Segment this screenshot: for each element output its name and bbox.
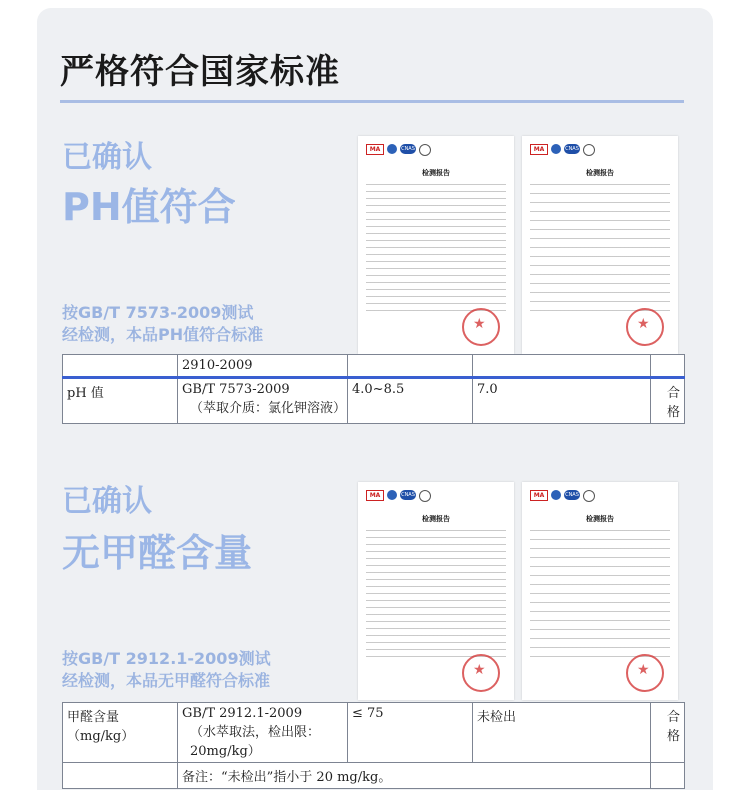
report-content-lines: [366, 530, 506, 660]
standard-code: GB/T 7573-2009: [182, 382, 290, 397]
requirement-cell: ≤ 75: [348, 703, 473, 763]
result-cell: 未检出: [473, 703, 651, 763]
ph-result-table: [62, 354, 685, 424]
title-underline: [60, 100, 684, 103]
formaldehyde-result-table: [62, 702, 685, 789]
report-content-lines: [366, 184, 506, 314]
note-cell: 备注：“未检出”指小于 20 mg/kg。: [178, 763, 651, 789]
cnas-logo: CNAS: [565, 492, 579, 498]
accreditation-icon: [583, 144, 595, 156]
ma-logo: MA: [366, 490, 384, 501]
table-row-formaldehyde: [63, 703, 685, 763]
formaldehyde-description-line2: 经检测，本品无甲醛符合标准: [62, 671, 271, 690]
formaldehyde-heading-main: 无甲醛含量: [62, 531, 253, 575]
report-content-lines: [530, 530, 670, 660]
ma-logo: MA: [366, 144, 384, 155]
requirement-cell: 4.0~8.5: [348, 378, 473, 424]
cnas-logo: CNAS: [401, 146, 415, 152]
red-seal-stamp: [462, 308, 500, 346]
ph-heading-main: PH值符合: [62, 185, 236, 229]
ilac-mark-icon: [551, 144, 561, 154]
ph-description-line2: 经检测，本品PH值符合标准: [62, 325, 264, 344]
ilac-mark-icon: [551, 490, 561, 500]
cnas-logo: CNAS: [565, 146, 579, 152]
report-title: 检测报告: [586, 169, 614, 177]
test-report-image: [358, 136, 514, 354]
report-logos: [530, 144, 595, 156]
ph-description-line1: 按GB/T 7573-2009测试: [62, 303, 254, 322]
red-seal-stamp: [626, 654, 664, 692]
accreditation-icon: [419, 490, 431, 502]
standard-note: （水萃取法，检出限：20mg/kg）: [190, 725, 321, 759]
item-cell: pH 值: [63, 378, 178, 424]
formaldehyde-description: [62, 648, 271, 692]
ilac-mark-icon: [387, 490, 397, 500]
verdict-cell: 合格: [651, 378, 685, 424]
accreditation-icon: [419, 144, 431, 156]
report-title: 检测报告: [422, 515, 450, 523]
test-report-image: [522, 482, 678, 700]
report-logos: [366, 490, 431, 502]
standard-cell: [178, 378, 348, 424]
standard-note: （萃取介质：氯化钾溶液）: [190, 401, 347, 416]
verdict-cell: 合格: [651, 703, 685, 763]
cnas-logo: CNAS: [401, 492, 415, 498]
report-title: 检测报告: [586, 515, 614, 523]
test-report-image: [522, 136, 678, 354]
formaldehyde-heading-confirmed: 已确认: [62, 484, 152, 519]
ph-heading-confirmed: 已确认: [62, 140, 152, 175]
ph-description: [62, 302, 263, 346]
table-row-ph: [63, 378, 685, 424]
table-row-note: [63, 763, 685, 789]
ma-logo: MA: [530, 490, 548, 501]
red-seal-stamp: [626, 308, 664, 346]
formaldehyde-description-line1: 按GB/T 2912.1-2009测试: [62, 649, 271, 668]
report-content-lines: [530, 184, 670, 314]
result-cell: 7.0: [473, 378, 651, 424]
ilac-mark-icon: [387, 144, 397, 154]
page-title: 严格符合国家标准: [60, 52, 340, 92]
ma-logo: MA: [530, 144, 548, 155]
previous-standard-cell: 2910-2009: [178, 355, 348, 378]
report-logos: [366, 144, 431, 156]
table-row-previous: [63, 355, 685, 378]
report-title: 检测报告: [422, 169, 450, 177]
report-logos: [530, 490, 595, 502]
item-cell: 甲醛含量（mg/kg）: [63, 703, 178, 763]
standard-cell: [178, 703, 348, 763]
red-seal-stamp: [462, 654, 500, 692]
accreditation-icon: [583, 490, 595, 502]
standard-code: GB/T 2912.1-2009: [182, 706, 303, 721]
test-report-image: [358, 482, 514, 700]
